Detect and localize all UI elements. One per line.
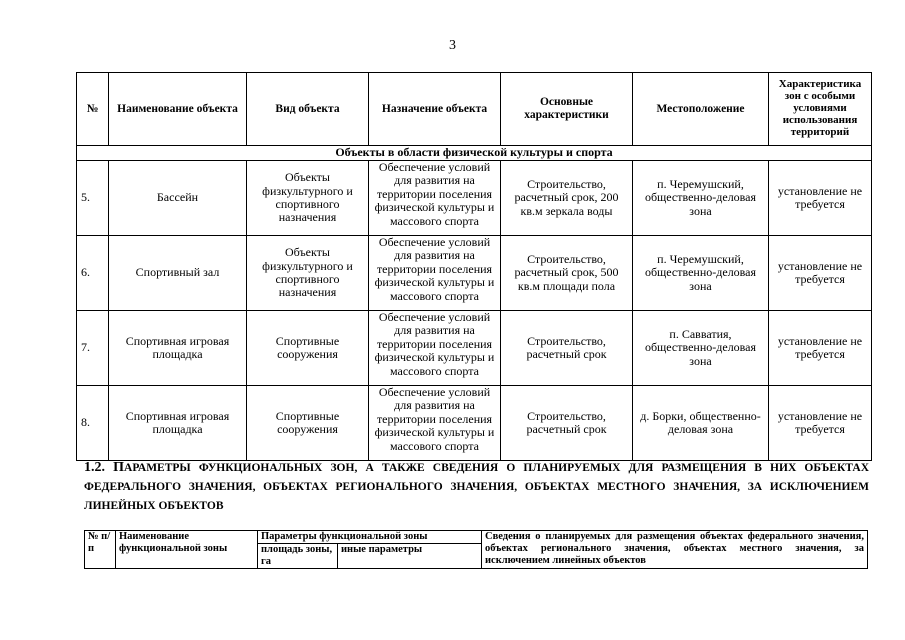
row-number: 8. <box>77 386 109 461</box>
object-location: п. Черемушский, общественно-деловая зона <box>633 236 769 311</box>
object-zones: установление не требуется <box>769 386 872 461</box>
object-purpose: Обеспечение условий для развития на территории поселения физической культуры и массового спорта <box>369 386 501 461</box>
object-purpose: Обеспечение условий для развития на территории поселения физической культуры и массового спорта <box>369 161 501 236</box>
zones-table <box>84 530 868 569</box>
header-object-type: Вид объекта <box>247 73 369 146</box>
object-zones: установление не требуется <box>769 236 872 311</box>
row-number: 5. <box>77 161 109 236</box>
object-purpose: Обеспечение условий для развития на территории поселения физической культуры и массового спорта <box>369 236 501 311</box>
header-zones: Характеристика зон с особыми условиями использования территорий <box>769 73 872 146</box>
object-location: п. Савватия, общественно-деловая зона <box>633 311 769 386</box>
header-characteristics: Основные характеристики <box>501 73 633 146</box>
section-heading-text: АРАМЕТРЫ ФУНКЦИОНАЛЬНЫХ ЗОН, А ТАКЖЕ СВЕДЕНИЯ О ПЛАНИРУЕМЫХ ДЛЯ РАЗМЕЩЕНИЯ В НИХ ОБЪЕКТАХ ФЕДЕРАЛЬНОГО ЗНАЧЕНИЯ, ОБЪЕКТАХ РЕГИОНАЛЬНОГО ЗНАЧЕНИЯ, ОБЪЕКТАХ МЕСТНОГО ЗНАЧЕНИЯ, ЗА ИСКЛЮЧЕНИЕМ ЛИНЕЙНЫХ ОБЪЕКТОВ <box>84 462 870 512</box>
zones-header-info: Сведения о планируемых для размещения объектах федерального значения, объектах регионального значения, объектах местного значения, за исключением линейных объектов <box>482 531 868 569</box>
object-location: п. Черемушский, общественно-деловая зона <box>633 161 769 236</box>
section-heading <box>84 458 869 516</box>
header-object-purpose: Назначение объекта <box>369 73 501 146</box>
object-characteristics: Строительство, расчетный срок, 500 кв.м площади пола <box>501 236 633 311</box>
row-number: 6. <box>77 236 109 311</box>
object-zones: установление не требуется <box>769 161 872 236</box>
zones-header-row <box>85 531 868 544</box>
object-name: Бассейн <box>109 161 247 236</box>
header-object-name: Наименование объекта <box>109 73 247 146</box>
zones-header-name: Наименование функциональной зоны <box>116 531 258 569</box>
table-row <box>77 161 872 236</box>
object-name: Спортивная игровая площадка <box>109 311 247 386</box>
zones-header-number: № п/п <box>85 531 116 569</box>
table-row <box>77 386 872 461</box>
page-number: 3 <box>449 38 456 53</box>
section-title: Объекты в области физической культуры и спорта <box>77 146 872 161</box>
row-number: 7. <box>77 311 109 386</box>
object-type: Спортивные сооружения <box>247 311 369 386</box>
zones-header-area: площадь зоны, га <box>258 544 338 569</box>
object-type: Спортивные сооружения <box>247 386 369 461</box>
section-heading-number: 1.2. <box>84 460 105 475</box>
objects-table <box>76 72 872 461</box>
object-type: Объекты физкультурного и спортивного назначения <box>247 236 369 311</box>
object-name: Спортивный зал <box>109 236 247 311</box>
section-row <box>77 146 872 161</box>
zones-header-other: иные параметры <box>338 544 482 569</box>
object-name: Спортивная игровая площадка <box>109 386 247 461</box>
header-location: Местоположение <box>633 73 769 146</box>
object-location: д. Борки, общественно-деловая зона <box>633 386 769 461</box>
header-number: № <box>77 73 109 146</box>
table-row <box>77 311 872 386</box>
object-type: Объекты физкультурного и спортивного назначения <box>247 161 369 236</box>
object-purpose: Обеспечение условий для развития на территории поселения физической культуры и массового спорта <box>369 311 501 386</box>
object-zones: установление не требуется <box>769 311 872 386</box>
table-header-row <box>77 73 872 146</box>
zones-header-params: Параметры функциональной зоны <box>258 531 482 544</box>
section-heading-first-letter: П <box>113 460 125 475</box>
object-characteristics: Строительство, расчетный срок <box>501 311 633 386</box>
table-row <box>77 236 872 311</box>
object-characteristics: Строительство, расчетный срок <box>501 386 633 461</box>
object-characteristics: Строительство, расчетный срок, 200 кв.м зеркала воды <box>501 161 633 236</box>
